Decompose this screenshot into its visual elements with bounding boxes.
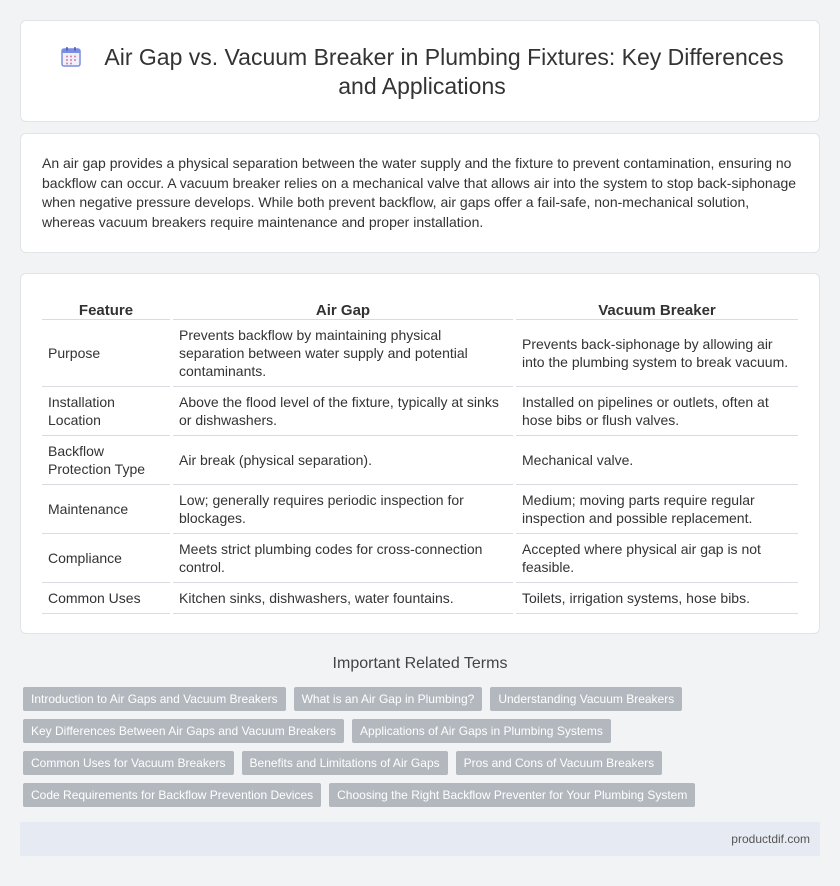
related-tag[interactable]: Choosing the Right Backflow Preventer for Your Plumbing System <box>329 783 695 807</box>
calendar-icon <box>60 46 82 68</box>
table-cell-feature: Maintenance <box>42 485 170 534</box>
table-row <box>42 387 798 436</box>
table-cell-air-gap: Low; generally requires periodic inspection for blockages. <box>173 485 513 534</box>
related-terms-heading: Important Related Terms <box>332 655 508 672</box>
table-cell-vacuum-breaker: Toilets, irrigation systems, hose bibs. <box>516 583 798 614</box>
related-tag[interactable]: What is an Air Gap in Plumbing? <box>294 687 483 711</box>
related-tag[interactable]: Benefits and Limitations of Air Gaps <box>242 751 448 775</box>
page-title <box>45 43 799 101</box>
table-cell-feature: Backflow Protection Type <box>42 436 170 485</box>
table-cell-vacuum-breaker: Mechanical valve. <box>516 436 798 485</box>
related-tag[interactable]: Pros and Cons of Vacuum Breakers <box>456 751 663 775</box>
table-cell-feature: Compliance <box>42 534 170 583</box>
table-cell-air-gap: Meets strict plumbing codes for cross-connection control. <box>173 534 513 583</box>
table-row <box>42 485 798 534</box>
table-header-row <box>42 296 798 320</box>
related-tag[interactable]: Introduction to Air Gaps and Vacuum Breakers <box>23 687 286 711</box>
table-cell-vacuum-breaker: Prevents back-siphonage by allowing air into the plumbing system to break vacuum. <box>516 320 798 387</box>
table-cell-air-gap: Prevents backflow by maintaining physical separation between water supply and potential contaminants. <box>173 320 513 387</box>
intro-paragraph: An air gap provides a physical separation between the water supply and the fixture to prevent contamination, ensuring no backflow can occur. A vacuum breaker relies on a mechanical valve that allows air into the system to stop back-siphonage when negative pressure develops. While both prevent backflow, air gaps offer a fail-safe, non-mechanical solution, whereas vacuum breakers require maintenance and proper installation. <box>42 155 797 230</box>
table-row <box>42 436 798 485</box>
table-cell-air-gap: Kitchen sinks, dishwashers, water fountains. <box>173 583 513 614</box>
footer <box>20 822 820 856</box>
related-tag[interactable]: Key Differences Between Air Gaps and Vacuum Breakers <box>23 719 344 743</box>
table-row <box>42 534 798 583</box>
footer-site-link[interactable]: productdif.com <box>731 832 810 846</box>
header-card <box>20 20 820 122</box>
table-row <box>42 583 798 614</box>
related-tag[interactable]: Common Uses for Vacuum Breakers <box>23 751 234 775</box>
related-terms-tags <box>23 687 803 815</box>
page-title-text: Air Gap vs. Vacuum Breaker in Plumbing Fixtures: Key Differences and Applications <box>104 44 784 99</box>
table-cell-air-gap: Air break (physical separation). <box>173 436 513 485</box>
column-header-air-gap: Air Gap <box>173 296 513 320</box>
table-cell-vacuum-breaker: Accepted where physical air gap is not feasible. <box>516 534 798 583</box>
column-header-feature: Feature <box>42 296 170 320</box>
table-cell-vacuum-breaker: Installed on pipelines or outlets, often at hose bibs or flush valves. <box>516 387 798 436</box>
related-tag[interactable]: Code Requirements for Backflow Prevention Devices <box>23 783 321 807</box>
related-tag[interactable]: Applications of Air Gaps in Plumbing Systems <box>352 719 611 743</box>
column-header-vacuum-breaker: Vacuum Breaker <box>516 296 798 320</box>
comparison-card <box>20 273 820 634</box>
table-cell-air-gap: Above the flood level of the fixture, typically at sinks or dishwashers. <box>173 387 513 436</box>
intro-card <box>20 133 820 253</box>
table-cell-feature: Purpose <box>42 320 170 387</box>
table-cell-feature: Common Uses <box>42 583 170 614</box>
table-cell-vacuum-breaker: Medium; moving parts require regular inspection and possible replacement. <box>516 485 798 534</box>
comparison-table <box>42 296 798 614</box>
table-row <box>42 320 798 387</box>
table-cell-feature: Installation Location <box>42 387 170 436</box>
related-tag[interactable]: Understanding Vacuum Breakers <box>490 687 682 711</box>
